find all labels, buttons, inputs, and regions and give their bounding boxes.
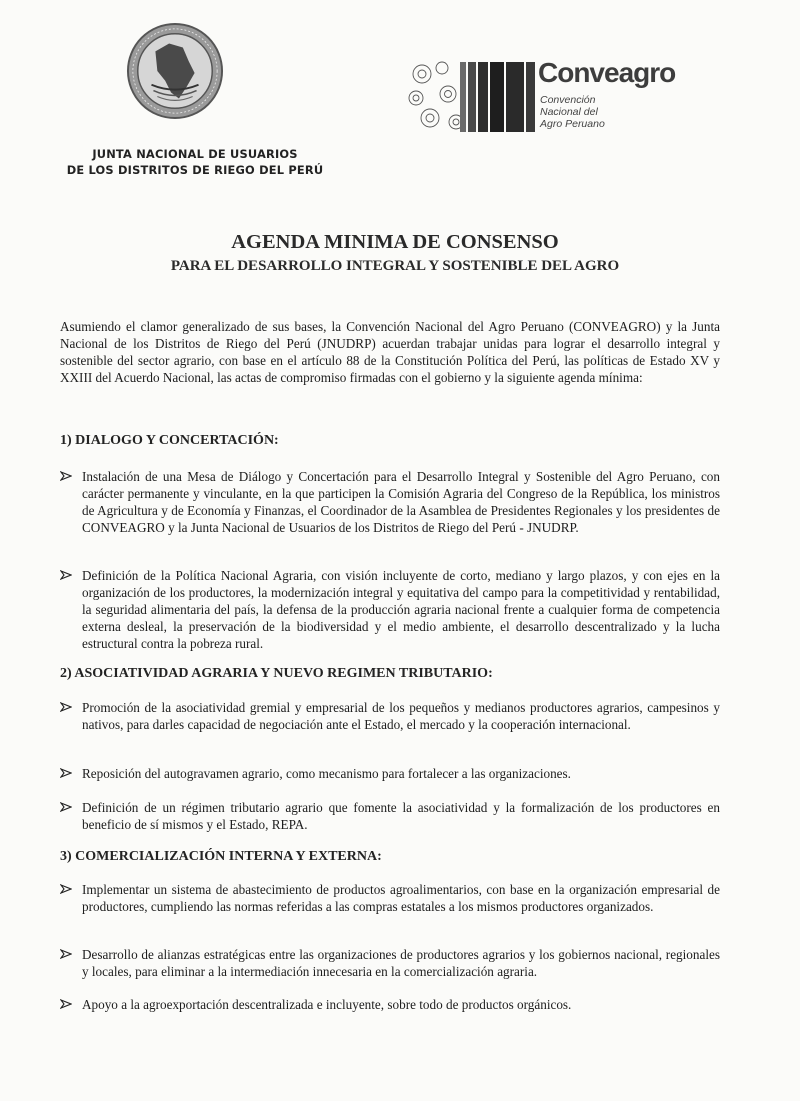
arrow-bullet-icon <box>60 570 72 580</box>
conveagro-emblem <box>408 60 536 136</box>
list-item <box>60 946 720 980</box>
org-name-line-1: JUNTA NACIONAL DE USUARIOS <box>92 147 298 161</box>
intro-paragraph: Asumiendo el clamor generalizado de sus bases, la Convención Nacional del Agro Peruano (CONVEAGRO) y la Junta Nacional de los Distritos de Riego del Perú (JNUDRP) acuerdan trabajar unidas para lograr el desarrollo integral y sostenible del sector agrario, con base en el artículo 88 de la Constitución Política del Perú, las políticas de Estado XV y XXIII del Acuerdo Nacional, las actas de compromiso firmadas con el gobierno y la siguiente agenda mínima: <box>60 319 720 385</box>
list-item-text: Reposición del autogravamen agrario, como mecanismo para fortalecer a las organizaciones. <box>82 766 571 781</box>
conveagro-tagline-line-3: Agro Peruano <box>540 118 605 130</box>
list-item-text: Instalación de una Mesa de Diálogo y Concertación para el Desarrollo Integral y Sostenible del Agro Peruano, con carácter permanente y vinculante, en la que participen la Comisión Agraria del Congreso de la República, los ministros de Agricultura y de Economía y Finanzas, el Coordinador de la Asamblea de Presidentes Regionales y los presidentes de CONVEAGRO y la Junta Nacional de Usuarios de los Distritos de Riego del Perú - JNUDRP. <box>82 469 720 535</box>
list-item <box>60 799 720 833</box>
list-item-text: Apoyo a la agroexportación descentralizada e incluyente, sobre todo de productos orgánicos. <box>82 997 572 1012</box>
jnudrp-logo <box>126 22 224 120</box>
arrow-bullet-icon <box>60 768 72 778</box>
conveagro-tagline-line-1: Convención <box>540 94 596 106</box>
list-item <box>60 567 720 652</box>
conveagro-tagline <box>540 94 605 130</box>
section-heading-asociatividad: 2) ASOCIATIVIDAD AGRARIA Y NUEVO REGIMEN TRIBUTARIO: <box>60 666 493 681</box>
conveagro-name: Conveagro <box>538 57 676 88</box>
section-heading-comercializacion: 3) COMERCIALIZACIÓN INTERNA Y EXTERNA: <box>60 849 382 864</box>
conveagro-tagline-line-2: Nacional del <box>540 106 598 118</box>
arrow-bullet-icon <box>60 999 72 1009</box>
arrow-bullet-icon <box>60 884 72 894</box>
document-subtitle: PARA EL DESARROLLO INTEGRAL Y SOSTENIBLE DEL AGRO <box>170 258 620 274</box>
list-item <box>60 765 720 782</box>
list-item-text: Definición de la Política Nacional Agraria, con visión incluyente de corto, mediano y largo plazos, y con ejes en la organización de los productores, la modernización integral y equitativa del campo para la competitividad y rentabilidad, la seguridad alimentaria del país, la defensa de la producción agraria nacional frente a cualquier forma de competencia externa desleal, la preservación de la biodiversidad y el medio ambiente, el desarrollo descentralizado y la lucha estructural contra la pobreza rural. <box>82 568 720 651</box>
list-item <box>60 996 720 1013</box>
list-item-text: Desarrollo de alianzas estratégicas entre las organizaciones de productores agrarios y los gobiernos nacional, regionales y locales, para eliminar a la intermediación innecesaria en la comercialización agraria. <box>82 947 720 979</box>
arrow-bullet-icon <box>60 471 72 481</box>
list-item <box>60 699 720 733</box>
organization-name <box>50 146 340 178</box>
list-item <box>60 468 720 536</box>
org-name-line-2: DE LOS DISTRITOS DE RIEGO DEL PERÚ <box>66 163 324 177</box>
arrow-bullet-icon <box>60 949 72 959</box>
section-heading-dialogo: 1) DIALOGO Y CONCERTACIÓN: <box>60 433 279 448</box>
list-item <box>60 881 720 915</box>
arrow-bullet-icon <box>60 702 72 712</box>
list-item-text: Promoción de la asociatividad gremial y empresarial de los pequeños y medianos productores agrarios, campesinos y nativos, para darles capacidad de negociación ante el Estado, el mercado y la cooperación internacional. <box>82 700 720 732</box>
list-item-text: Definición de un régimen tributario agrario que fomente la asociatividad y la formalización de los productores en beneficio de sí mismos y el Estado, REPA. <box>82 800 720 832</box>
arrow-bullet-icon <box>60 802 72 812</box>
list-item-text: Implementar un sistema de abastecimiento de productos agroalimentarios, con base en la organización empresarial de productores, cumpliendo las normas referidas a las compras estatales a los mismos productores organizados. <box>82 882 720 914</box>
document-title: AGENDA MINIMA DE CONSENSO <box>231 231 559 253</box>
